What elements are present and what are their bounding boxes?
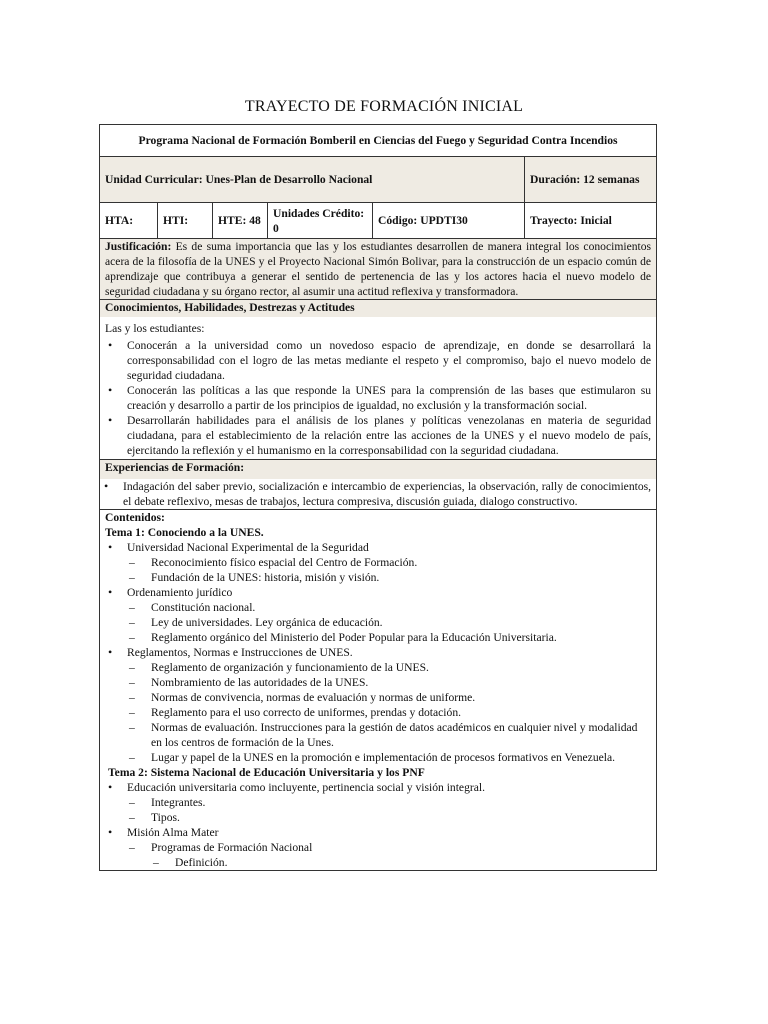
list-item: • Conocerán las políticas a las que responde la UNES para la comprensión de las bases que estimularon su creación y desarrollo a partir de los principios de igualdad, no exclusión y la transformación social. — [127, 383, 651, 413]
list-item — [127, 825, 651, 870]
topic-1-title: Tema 1: Conociendo a la UNES. — [105, 526, 264, 539]
sub-list-item: – Constitución nacional. — [151, 600, 651, 615]
knowledge-heading: Conocimientos, Habilidades, Destrezas y Actitudes — [100, 300, 656, 317]
sub-list-item: – Reglamento orgánico del Ministerio del Poder Popular para la Educación Universitaria. — [151, 630, 651, 645]
hte-cell: HTE: 48 — [213, 203, 268, 239]
sub-list-item: – Reglamento de organización y funcionamiento de la UNES. — [151, 660, 651, 675]
justification-label: Justificación: — [105, 240, 172, 253]
document-title: TRAYECTO DE FORMACIÓN INICIAL — [244, 98, 524, 115]
list-item — [127, 540, 651, 585]
hti-cell: HTI: — [158, 203, 213, 239]
knowledge-section — [100, 300, 657, 460]
sub-list-item: – Nombramiento de las autoridades de la UNES. — [151, 675, 651, 690]
experiences-heading: Experiencias de Formación: — [100, 460, 656, 479]
trajectory-cell: Trayecto: Inicial — [525, 203, 657, 239]
duration: Duración: 12 semanas — [525, 157, 657, 203]
list-item: • Indagación del saber previo, socialización e intercambio de experiencias, la observación, rally de conocimientos, el debate reflexivo, mesas de trabajos, lectura compresiva, discusión guiada, dialogo constructivo. — [123, 479, 651, 509]
hta-cell: HTA: — [100, 203, 158, 239]
knowledge-intro: Las y los estudiantes: — [105, 322, 205, 335]
topic-item-label: Reglamentos, Normas e Instrucciones de UNES. — [127, 646, 353, 659]
sub-list-item: – Tipos. — [151, 810, 651, 825]
list-item: • Desarrollarán habilidades para el análisis de los planes y políticas venezolanas en materia de seguridad ciudadana, para el establecimiento de la relación entre las acciones de la UNES y el nuevo modelo de país, ejercitando la reflexión y el humanismo en la corresponsabilidad con la seguridad ciudadana. — [127, 413, 651, 458]
justification-text: Es de suma importancia que las y los estudiantes desarrollen de manera integral los conocimientos acera de la filosofía de la UNES y el Proyecto Nacional Simón Bolivar, para la construcción de un espacio común de aprendizaje que contribuya a generar el sentido de pertenencia de las y los actores hacia el nuevo modelo de seguridad ciudadana y su órgano rector, al asumir una actitud reflexiva y transformadora. — [105, 240, 652, 298]
topic-item-label: Misión Alma Mater — [127, 826, 219, 839]
sub-sub-list-item: – Definición. — [175, 855, 651, 870]
sub-list-item: – Programas de Formación Nacional — [151, 840, 651, 855]
program-name: Programa Nacional de Formación Bomberil en Ciencias del Fuego y Seguridad Contra Incendios — [100, 125, 657, 157]
sub-list-item: – Reglamento para el uso correcto de uniformes, prendas y dotación. — [151, 705, 651, 720]
experiences-section — [100, 460, 657, 510]
sub-list-item: – Integrantes. — [151, 795, 651, 810]
code-cell: Código: UPDTI30 — [373, 203, 525, 239]
curriculum-table — [99, 124, 657, 871]
sub-list-item: – Ley de universidades. Ley orgánica de educación. — [151, 615, 651, 630]
sub-list-item: – Normas de convivencia, normas de evaluación y normas de uniforme. — [151, 690, 651, 705]
topic-item-label: Educación universitaria como incluyente, pertinencia social y visión integral. — [127, 781, 485, 794]
sub-list-item: – Normas de evaluación. Instrucciones para la gestión de datos académicos en cualquier nivel y modalidad en los centros de formación de la Unes. — [151, 720, 651, 750]
curricular-unit: Unidad Curricular: Unes-Plan de Desarrollo Nacional — [100, 157, 525, 203]
justification-section — [100, 239, 657, 300]
contents-section — [100, 510, 657, 871]
credits-cell: Unidades Crédito: 0 — [268, 203, 373, 239]
list-item — [127, 585, 651, 645]
topic-2-title: Tema 2: Sistema Nacional de Educación Universitaria y los PNF — [108, 766, 425, 779]
sub-list-item: – Reconocimiento físico espacial del Centro de Formación. — [151, 555, 651, 570]
list-item — [127, 645, 651, 765]
sub-list-item: – Fundación de la UNES: historia, misión y visión. — [151, 570, 651, 585]
sub-list-item: – Lugar y papel de la UNES en la promoción e implementación de procesos formativos en Venezuela. — [151, 750, 651, 765]
topic-item-label: Ordenamiento jurídico — [127, 586, 233, 599]
contents-heading: Contenidos: — [105, 511, 165, 524]
topic-item-label: Universidad Nacional Experimental de la Seguridad — [127, 541, 369, 554]
list-item: • Conocerán a la universidad como un novedoso espacio de aprendizaje, en donde se desarrollará la corresponsabilidad con el logro de las metas mediante el respeto y el compromiso, bajo el nuevo modelo de seguridad ciudadana. — [127, 338, 651, 383]
list-item — [127, 780, 651, 825]
